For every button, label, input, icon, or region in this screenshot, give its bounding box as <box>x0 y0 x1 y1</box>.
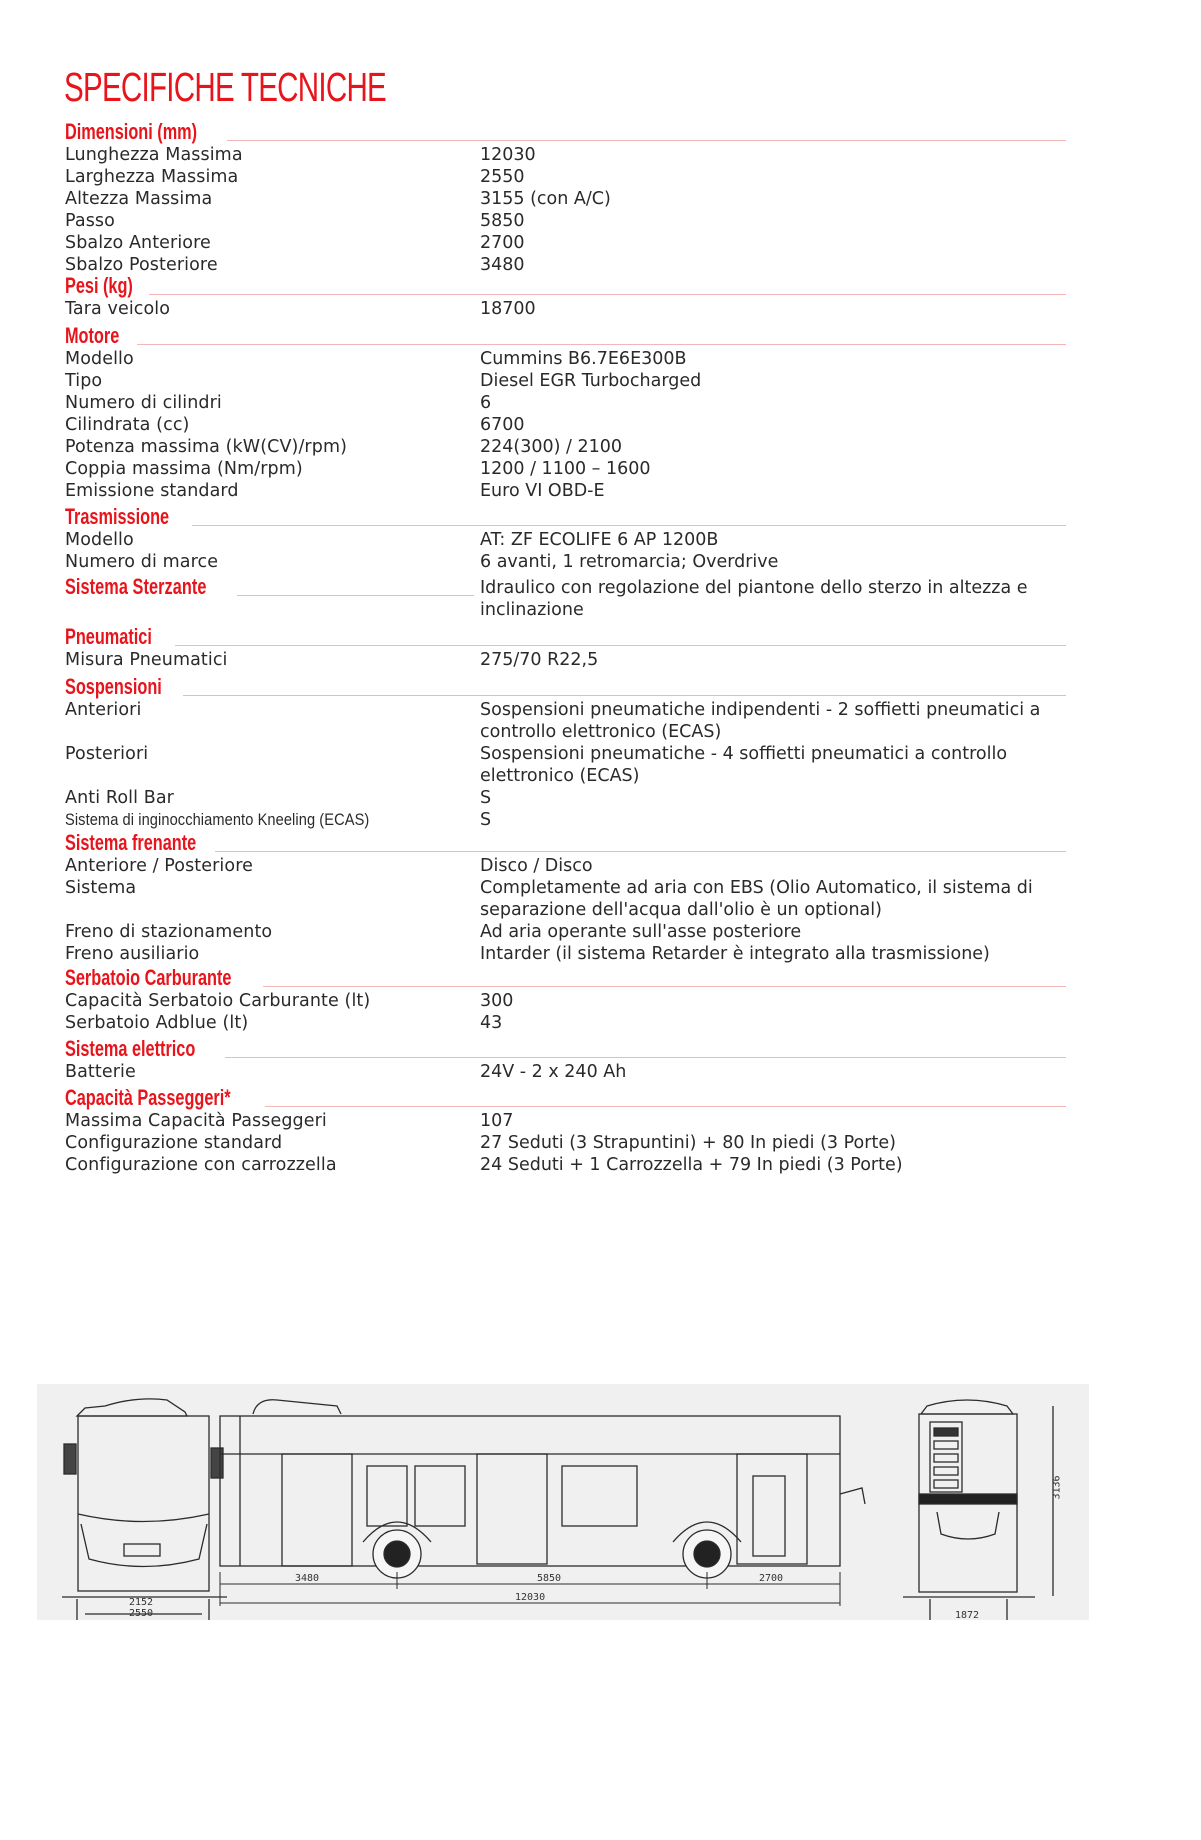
section-rule <box>263 986 1066 987</box>
spec-row <box>65 1012 1066 1034</box>
spec-label: Freno di stazionamento <box>65 922 273 942</box>
spec-label: Batterie <box>65 1062 136 1082</box>
spec-value: 6 <box>480 393 492 413</box>
spec-label: Modello <box>65 530 134 550</box>
section-rule <box>149 294 1066 295</box>
spec-row <box>65 529 1066 551</box>
spec-value: 27 Seduti (3 Strapuntini) + 80 In piedi (3 Porte) <box>480 1133 896 1153</box>
spec-row <box>65 943 1066 965</box>
front-view-drawing <box>62 1399 227 1620</box>
spec-row <box>65 649 1066 671</box>
spec-value: Sospensioni pneumatiche - 4 soffietti pneumatici a controllo elettronico (ECAS) <box>480 744 1008 786</box>
spec-row <box>65 787 1066 809</box>
section-motore <box>65 324 1066 502</box>
section-rule <box>227 140 1066 141</box>
spec-value: 275/70 R22,5 <box>480 650 599 670</box>
section-heading: Sistema frenante <box>65 830 197 855</box>
spec-row <box>65 1154 1066 1176</box>
section-rule <box>215 851 1066 852</box>
spec-row <box>65 743 1066 787</box>
spec-value: Idraulico con regolazione del piantone dello sterzo in altezza e inclinazione <box>480 578 1028 620</box>
spec-value: 12030 <box>480 145 536 165</box>
section-rule <box>225 1057 1066 1058</box>
section-heading: Trasmissione <box>65 504 170 529</box>
section-passeggeri <box>65 1086 1066 1176</box>
spec-label: Numero di cilindri <box>65 393 222 413</box>
spec-row <box>65 298 1066 320</box>
spec-value: Diesel EGR Turbocharged <box>480 371 702 391</box>
spec-label: Serbatoio Adblue (lt) <box>65 1013 249 1033</box>
spec-value: 5850 <box>480 211 525 231</box>
spec-value: Intarder (il sistema Retarder è integrato alla trasmissione) <box>480 944 990 964</box>
dim-label-track: 1872 <box>955 1610 980 1621</box>
section-heading: Sistema Sterzante <box>65 574 207 599</box>
spec-label: Sistema <box>65 878 137 898</box>
spec-label: Sistema di inginocchiamento Kneeling (ECAS) <box>65 810 370 829</box>
bus-technical-drawing <box>37 1384 1089 1620</box>
section-elettrico <box>65 1037 1066 1083</box>
spec-row <box>65 436 1066 458</box>
spec-label: Coppia massima (Nm/rpm) <box>65 459 303 479</box>
spec-label: Configurazione con carrozzella <box>65 1155 337 1175</box>
spec-row <box>65 480 1066 502</box>
spec-value: AT: ZF ECOLIFE 6 AP 1200B <box>480 530 719 550</box>
spec-label: Cilindrata (cc) <box>65 415 190 435</box>
spec-label: Massima Capacità Passeggeri <box>65 1111 327 1131</box>
rear-view-drawing <box>903 1400 1053 1620</box>
spec-label: Anteriore / Posteriore <box>65 856 253 876</box>
section-heading: Capacità Passeggeri* <box>65 1085 231 1110</box>
spec-label: Anti Roll Bar <box>65 788 174 808</box>
spec-label: Tipo <box>65 371 103 391</box>
spec-label: Lunghezza Massima <box>65 145 243 165</box>
spec-value: 18700 <box>480 299 536 319</box>
spec-value: Ad aria operante sull'asse posteriore <box>480 922 802 942</box>
section-serbatoio <box>65 966 1066 1034</box>
spec-label: Potenza massima (kW(CV)/rpm) <box>65 437 348 457</box>
spec-row <box>65 254 1066 276</box>
spec-row <box>65 855 1066 877</box>
spec-row <box>65 210 1066 232</box>
section-pneumatici <box>65 625 1066 671</box>
spec-label: Capacità Serbatoio Carburante (lt) <box>65 991 371 1011</box>
dim-label-total-length: 12030 <box>515 1592 546 1603</box>
spec-label: Configurazione standard <box>65 1133 283 1153</box>
spec-label: Altezza Massima <box>65 189 213 209</box>
section-heading: Pesi (kg) <box>65 273 133 298</box>
section-rule <box>192 525 1066 526</box>
section-rule <box>175 645 1066 646</box>
section-freni <box>65 831 1066 965</box>
spec-value: 300 <box>480 991 514 1011</box>
section-rule <box>183 695 1066 696</box>
section-heading: Motore <box>65 323 120 348</box>
section-heading: Sistema elettrico <box>65 1036 196 1061</box>
spec-value: 24 Seduti + 1 Carrozzella + 79 In piedi (3 Porte) <box>480 1155 903 1175</box>
page-title: SPECIFICHE TECNICHE <box>64 64 387 110</box>
spec-value: 2700 <box>480 233 525 253</box>
spec-label: Anteriori <box>65 700 142 720</box>
spec-label: Misura Pneumatici <box>65 650 228 670</box>
spec-label: Posteriori <box>65 744 149 764</box>
spec-value: Euro VI OBD-E <box>480 481 605 501</box>
section-rule <box>137 344 1066 345</box>
bus-drawing-panel <box>37 1384 1089 1620</box>
dim-label-height: 3136 <box>1051 1475 1063 1500</box>
spec-label: Sbalzo Posteriore <box>65 255 218 275</box>
spec-value: 224(300) / 2100 <box>480 437 623 457</box>
spec-row <box>65 921 1066 943</box>
spec-row <box>65 458 1066 480</box>
spec-label: Sbalzo Anteriore <box>65 233 211 253</box>
spec-row <box>65 392 1066 414</box>
spec-value: S <box>480 810 492 830</box>
spec-value: 1200 / 1100 – 1600 <box>480 459 651 479</box>
section-sospensioni <box>65 675 1066 831</box>
dim-label-wheelbase: 5850 <box>537 1573 562 1584</box>
spec-value: 3155 (con A/C) <box>480 189 611 209</box>
section-heading: Sospensioni <box>65 674 162 699</box>
spec-value: 6700 <box>480 415 525 435</box>
dim-label-rear-overhang: 3480 <box>295 1573 320 1584</box>
spec-row <box>65 809 1066 831</box>
dim-label-front-inner: 2152 <box>129 1597 154 1608</box>
spec-row <box>65 1110 1066 1132</box>
spec-row <box>65 551 1066 573</box>
spec-value: 43 <box>480 1013 503 1033</box>
spec-row <box>65 370 1066 392</box>
spec-label: Passo <box>65 211 115 231</box>
section-pesi <box>65 274 1066 320</box>
section-trasmissione <box>65 505 1066 573</box>
spec-label: Modello <box>65 349 134 369</box>
section-sterzo <box>65 575 1066 621</box>
spec-row <box>65 877 1066 921</box>
spec-label: Emissione standard <box>65 481 239 501</box>
spec-label: Freno ausiliario <box>65 944 200 964</box>
spec-value: 2550 <box>480 167 525 187</box>
spec-row <box>65 166 1066 188</box>
spec-value: 6 avanti, 1 retromarcia; Overdrive <box>480 552 779 572</box>
spec-row <box>65 990 1066 1012</box>
spec-value: 3480 <box>480 255 525 275</box>
spec-row <box>65 232 1066 254</box>
spec-label: Larghezza Massima <box>65 167 239 187</box>
spec-row <box>65 348 1066 370</box>
spec-label: Tara veicolo <box>65 299 171 319</box>
spec-row <box>65 699 1066 743</box>
dim-label-front-overhang: 2700 <box>759 1573 784 1584</box>
section-heading: Pneumatici <box>65 624 152 649</box>
spec-row <box>65 1132 1066 1154</box>
section-heading: Serbatoio Carburante <box>65 965 232 990</box>
spec-value: 107 <box>480 1111 514 1131</box>
section-rule <box>237 595 474 596</box>
spec-row <box>65 414 1066 436</box>
spec-label: Numero di marce <box>65 552 219 572</box>
section-dimensioni <box>65 120 1066 276</box>
section-rule <box>265 1106 1066 1107</box>
spec-value: 24V - 2 x 240 Ah <box>480 1062 627 1082</box>
spec-row <box>65 188 1066 210</box>
dim-label-front-outer: 2550 <box>129 1608 154 1619</box>
spec-value: S <box>480 788 492 808</box>
spec-value: Completamente ad aria con EBS (Olio Automatico, il sistema di separazione dell'acqua dall'olio è un optional) <box>480 878 1033 920</box>
spec-value: Sospensioni pneumatiche indipendenti - 2 soffietti pneumatici a controllo elettronico (ECAS) <box>480 700 1041 742</box>
spec-row <box>65 144 1066 166</box>
spec-value: Cummins B6.7E6E300B <box>480 349 687 369</box>
spec-value: Disco / Disco <box>480 856 593 876</box>
spec-row <box>65 1061 1066 1083</box>
section-heading: Dimensioni (mm) <box>65 119 198 144</box>
